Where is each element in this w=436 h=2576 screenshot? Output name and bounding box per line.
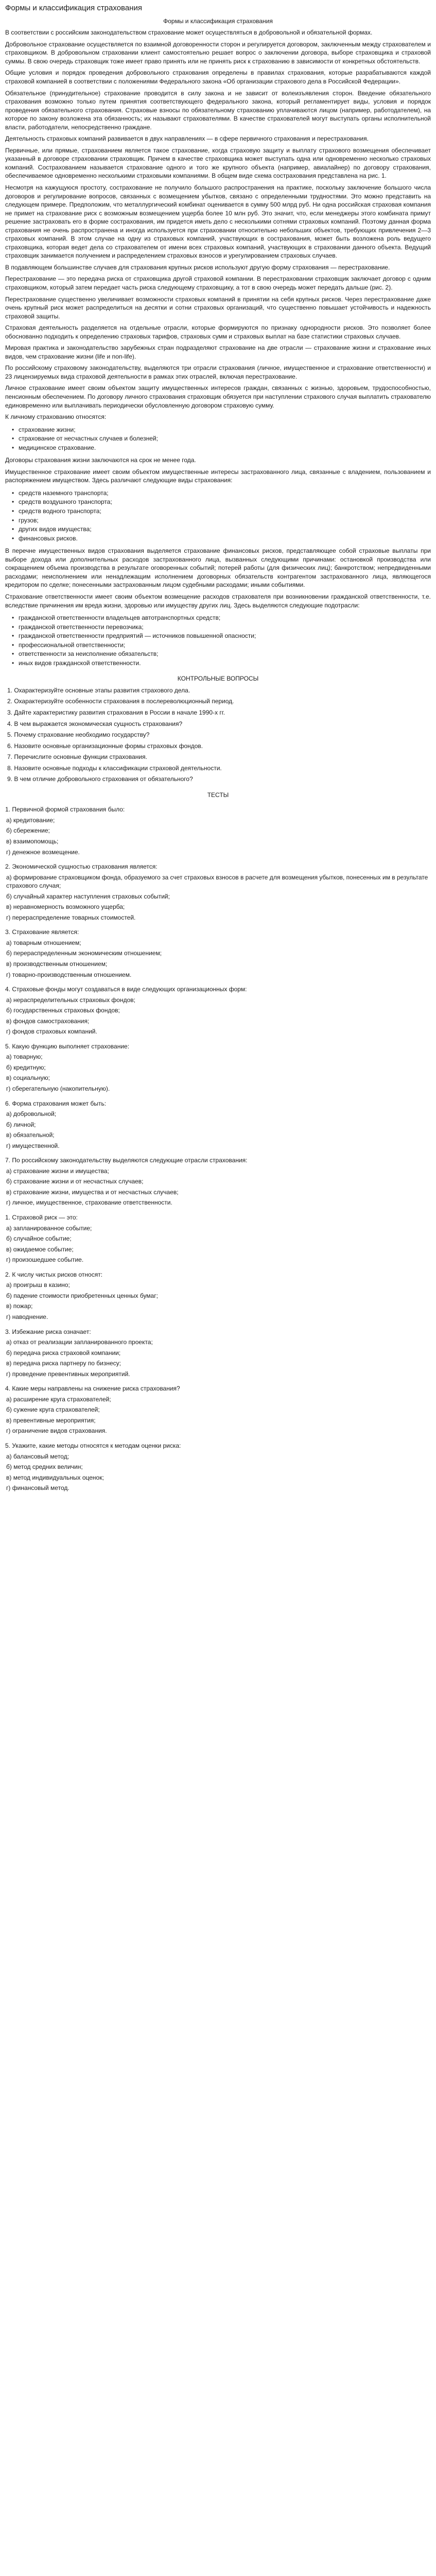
section-property [5, 456, 431, 485]
list-item: • профессиональной ответственности; [19, 641, 431, 650]
paragraph: Договоры страхования жизни заключаются на срок не менее года. [5, 456, 196, 464]
list-item: • ответственности за неисполнение обязательств; [19, 650, 431, 658]
paragraph: Общие условия и порядок проведения добровольного страхования определены в правилах страхования, которые разрабатываются каждой страховой компанией в соответствии с положениями Федерального закона «Об организации страхового дела в Российской Федерации». [5, 69, 431, 85]
control-question: 4. В чем выражается экономическая сущность страхования? [7, 720, 183, 727]
list-item: • средств воздушного транспорта; [19, 498, 431, 506]
test-option: в) страхование жизни, имущества и от несчастных случаев; [6, 1188, 179, 1196]
paragraph: Перестрахование — это передача риска от страховщика другой страховой компании. В перестраховании страховщик заключает договор с одним страховщиком, который затем передает часть риска следующему страховщику, а тот в свою очередь может передать дальше (рис. 2). [5, 275, 431, 291]
paragraph: Страховая деятельность разделяется на отдельные отрасли, которые формируются по признаку однородности рисков. Это позволяет более обоснованно подходить к определению страховых тарифов, страховых сумм и страховых выплат на базе статистики страховых случаев. [5, 324, 431, 340]
tests-section [5, 805, 431, 1492]
test-option: а) добровольной; [6, 1110, 57, 1118]
section-intro [5, 28, 431, 421]
test-option: а) балансовый метод; [6, 1452, 69, 1460]
list-item: • страхование жизни; [19, 426, 431, 434]
test-question: 1. Страховой риск — это: [5, 1214, 78, 1222]
list-item: • медицинское страхование. [19, 444, 431, 452]
test-question: 4. Страховые фонды могут создаваться в виде следующих организационных форм: [5, 986, 247, 993]
test-option: а) запланированное событие; [6, 1224, 92, 1232]
test-question: 2. К числу чистых рисков относят: [5, 1270, 103, 1278]
control-question: 3. Дайте характеристику развития страхования в России в начале 1990-х гг. [7, 708, 225, 716]
control-question: 8. Назовите основные подходы к классификации страховой деятельности. [7, 764, 222, 772]
paragraph: В перечне имущественных видов страхования выделяется страхование финансовых рисков, представляющее собой страховые выплаты при выборе дохода или дополнительных расходов застрахованного лица, вызванных следующими причинами: остановкой производства или сокращением объема производства в результате оговоренных событий; потерей работы (для физических лиц); банкротством; непредвиденными расходами; неисполнением или ненадлежащим исполнением договорных обязательств контрагентом застрахованного лица, являющегося кредитором по сделке; понесенными застрахованным лицом судебными расходами; иными событиями. [5, 547, 431, 589]
control-question: 9. В чем отличие добровольного страхования от обязательного? [7, 775, 193, 783]
test-question: 3. Избежание риска означает: [5, 1328, 91, 1335]
test-question: 5. Какую функцию выполняет страхование: [5, 1042, 130, 1050]
paragraph: Имущественное страхование имеет своим объектом имущественные интересы застрахованного лица, связанные с владением, пользованием и распоряжением имуществом. Здесь различают следующие виды страхования: [5, 468, 431, 484]
test-option: а) расширение круга страхователей; [6, 1395, 111, 1403]
tests-heading: ТЕСТЫ [207, 791, 229, 799]
list-item: • финансовых рисков. [19, 534, 431, 543]
test-option: г) финансовый метод. [6, 1484, 69, 1492]
test-option: а) товарную; [6, 1053, 43, 1061]
test-option: б) страхование жизни и от несчастных случаев; [6, 1178, 144, 1185]
list-item: • средств наземного транспорта; [19, 489, 431, 498]
test-option: г) имущественной. [6, 1142, 60, 1149]
test-option: б) сужение круга страхователей; [6, 1406, 100, 1414]
test-option: в) передача риска партнеру по бизнесу; [6, 1360, 121, 1367]
test-option: а) товарным отношением; [6, 939, 81, 946]
test-option: в) производственным отношением; [6, 960, 108, 968]
paragraph: Страхование ответственности имеет своим объектом возмещение расходов страхователя при возникновении гражданской ответственности, т.е. вследствие причинения им вреда жизни, здоровью или имуществу других лиц. Здесь выделяются следующие подотрасли: [5, 592, 431, 609]
test-option: г) товарно-производственным отношением. [6, 971, 132, 978]
test-question: 3. Страхование является: [5, 928, 79, 936]
test-option: г) сберегательную (накопительную). [6, 1085, 110, 1093]
test-question: 4. Какие меры направлены на снижение риска страхования? [5, 1385, 180, 1393]
test-option: г) ограничение видов страхования. [6, 1427, 107, 1435]
list-item: • средств водного транспорта; [19, 507, 431, 516]
paragraph: В подавляющем большинстве случаев для страхования крупных рисков используют другую форму страхования — перестрахование. [5, 263, 390, 271]
control-questions-heading: КОНТРОЛЬНЫЕ ВОПРОСЫ [177, 675, 259, 683]
test-question: 1. Первичной формой страхования было: [5, 806, 125, 814]
test-option: в) взаимопомощь; [6, 837, 59, 845]
list-item: • гражданской ответственности перевозчика; [19, 623, 431, 632]
test-option: в) неравномерность возможного ущерба; [6, 903, 125, 911]
test-option: б) метод средних величин; [6, 1463, 83, 1471]
test-option: а) кредитование; [6, 816, 55, 824]
list-item: • иных видов гражданской ответственности. [19, 659, 431, 668]
paragraph: В соответствии с российским законодательством страхование может осуществляться в добровольной и обязательной формах. [5, 29, 373, 37]
control-questions-list [5, 686, 431, 784]
test-option: б) передача риска страховой компании; [6, 1349, 121, 1357]
list-property-insurance [5, 489, 431, 543]
paragraph: Перестрахование существенно увеличивает возможности страховых компаний в принятии на себя крупных рисков. Через перестрахование даже очень крупный риск может распределиться на десятки и сотни страховых организаций, что существенно повышает устойчивость и надежность страховой защиты. [5, 295, 431, 320]
list-item: • гражданской ответственности предприятий — источников повышенной опасности; [19, 632, 431, 640]
test-question: 2. Экономической сущностью страхования является: [5, 863, 158, 871]
test-option: а) проигрыш в казино; [6, 1281, 70, 1289]
test-question: 5. Укажите, какие методы относятся к методам оценки риска: [5, 1442, 181, 1449]
test-option: в) превентивные мероприятия; [6, 1416, 96, 1424]
test-option: в) социальную; [6, 1074, 50, 1082]
paragraph: Обязательное (принудительное) страхование проводится в силу закона и не зависит от волеизъявления сторон. Введение обязательного страхования возможно только путем принятия соответствующего федерального закона, который регламентирует виды, условия и порядок проведения обязательного страхования. Страховые взносы по обязательному страхованию уплачиваются лицом (например, работодателем), на которое по закону возложена эта обязанность; их называют страхователями. В качестве страхователей могут выступать органы исполнительной власти, работодатели, непосредственно граждане. [5, 89, 431, 131]
test-option: б) перераспределенным экономическим отношением; [6, 950, 162, 957]
test-option: г) произошедшее событие. [6, 1256, 84, 1264]
test-question: 6. Форма страхования может быть: [5, 1099, 107, 1107]
test-option: в) обязательной; [6, 1131, 55, 1139]
list-liability-insurance [5, 614, 431, 667]
control-question: 6. Назовите основные организационные формы страховых фондов. [7, 742, 203, 750]
test-option: б) падение стоимости приобретенных ценных бумаг; [6, 1292, 158, 1299]
section-liability [5, 547, 431, 609]
paragraph: Деятельность страховых компаний развивается в двух направлениях — в сфере первичного страхования и перестрахования. [5, 135, 369, 143]
test-option: г) перераспределение товарных стоимостей. [6, 913, 136, 921]
page-title: Формы и классификация страхования [5, 4, 142, 12]
list-item: • грузов; [19, 516, 431, 525]
test-option: б) случайное событие; [6, 1235, 72, 1243]
list-item: • страхование от несчастных случаев и болезней; [19, 434, 431, 443]
control-question: 1. Охарактеризуйте основные этапы развития страхового дела. [7, 686, 190, 694]
test-option: а) отказ от реализации запланированного проекта; [6, 1338, 153, 1346]
control-question: 2. Охарактеризуйте особенности страхования в послереволюционный период. [7, 698, 234, 705]
control-question: 7. Перечислите основные функции страхования. [7, 753, 147, 761]
test-option: в) фондов самострахования; [6, 1017, 90, 1025]
test-option: а) нераспределительных страховых фондов; [6, 996, 135, 1004]
test-option: г) денежное возмещение. [6, 848, 80, 856]
control-question: 5. Почему страхование необходимо государству? [7, 731, 150, 739]
paragraph: Первичные, или прямые, страхованием является такое страхование, когда страховую защиту и выплату страхового возмещения обеспечивает указанный в договоре страховании страховщик. Причем в качестве страховщика может выступать одна или одновременно несколько страховых компаний. Сострахованием называется страхование одного и того же крупного объекта (например, авиалайнер) по договору страхования, обеспечиваемое одновременно несколькими страховыми компаниями. В общем виде схема сострахования представлена на рис. 1. [5, 146, 431, 180]
list-item: • других видов имущества; [19, 525, 431, 534]
paragraph: Мировая практика и законодательство зарубежных стран подразделяют страхование на две отрасли — страхование жизни и страхование иных видов, чем страхование жизни (life и non-life). [5, 344, 431, 360]
test-option: б) случайный характер наступления страховых событий; [6, 892, 170, 900]
test-option: г) фондов страховых компаний. [6, 1028, 97, 1036]
test-option: г) личное, имущественное, страхование ответственности. [6, 1199, 172, 1207]
paragraph: Добровольное страхование осуществляется по взаимной договоренности сторон и регулируется договором, заключенным между страхователем и страховщиком. В добровольном страховании клиент самостоятельно решает вопрос о заключении договора, выборе страховщика и страховой суммы. В свою очередь страховщик тоже имеет право принять или не принять риск к страхованию в зависимости от конкретных обстоятельств. [5, 40, 431, 65]
document-subtitle: Формы и классификация страхования [163, 17, 273, 25]
list-item: • гражданской ответственности владельцев автотранспортных средств; [19, 614, 431, 622]
test-option: а) страхование жизни и имущества; [6, 1167, 109, 1175]
test-option: г) проведение превентивных мероприятий. [6, 1370, 130, 1378]
test-option: б) сбережение; [6, 827, 50, 835]
test-option: б) государственных страховых фондов; [6, 1007, 120, 1014]
test-option: в) ожидаемое событие; [6, 1245, 74, 1253]
test-option: б) кредитную; [6, 1063, 46, 1071]
paragraph: Несмотря на кажущуюся простоту, сострахование не получило большого распространения на практике, поскольку заключение большого числа договоров и регулирование вопросов, связанных с возмещением убытков, связано с определенными трудностями. Это можно представить на следующем примере. Предположим, что металлургический комбинат оценивается в сумму 500 млрд руб. Ни одна российская страховая компания не примет на страхование риск с возможным возмещением ущерба более 10 млн руб. Это значит, что, если менеджеры этого комбината примут решение застраховать его в форме сострахования, им придется иметь дело с несколькими сотнями страховых компаний. Поэтому данная форма страхования не очень распространена и иногда используется при страховании относительно небольших объектов, требующих привлечения 2—3 страховых компаний. В этом случае на одну из страховых компаний, участвующих в сострахования, может быть возложена роль ведущего страховщика, которая ведет дела со страхователем от имени всех страховых компаний, участвующих в страховании данного объекта. Ведущий страховщик занимается получением и распределением страховых взносов и урегулированием страховых случаев. [5, 183, 431, 260]
paragraph: Личное страхование имеет своим объектом защиту имущественных интересов граждан, связанных с жизнью, здоровьем, трудоспособностью, пенсионным обеспечением. По договору личного страхования страховщик обязуется при наступлении страхового случая выплатить страхователю единовременно или выплачивать периодически обусловленную договором страховую сумму. [5, 384, 431, 409]
test-question: 7. По российскому законодательству выделяются следующие отрасли страхования: [5, 1157, 248, 1164]
list-personal-insurance [5, 426, 431, 452]
test-option: в) пожар; [6, 1302, 33, 1310]
test-option: г) наводнение. [6, 1313, 48, 1320]
test-option: в) метод индивидуальных оценок; [6, 1473, 104, 1481]
test-option: б) личной; [6, 1121, 36, 1128]
paragraph: По российскому страховому законодательству, выделяются три отрасли страхования (личное, имущественное и страхование ответственности) и 23 лицензируемых вида страховой деятельности в рамках этих отраслей, включая перестрахование. [5, 364, 431, 380]
paragraph: К личному страхованию относятся: [5, 413, 107, 421]
test-option: а) формирование страховщиком фонда, образуемого за счет страховых взносов в расчете для возмещения убытков, понесенных им в результате страхового случая; [6, 873, 428, 890]
